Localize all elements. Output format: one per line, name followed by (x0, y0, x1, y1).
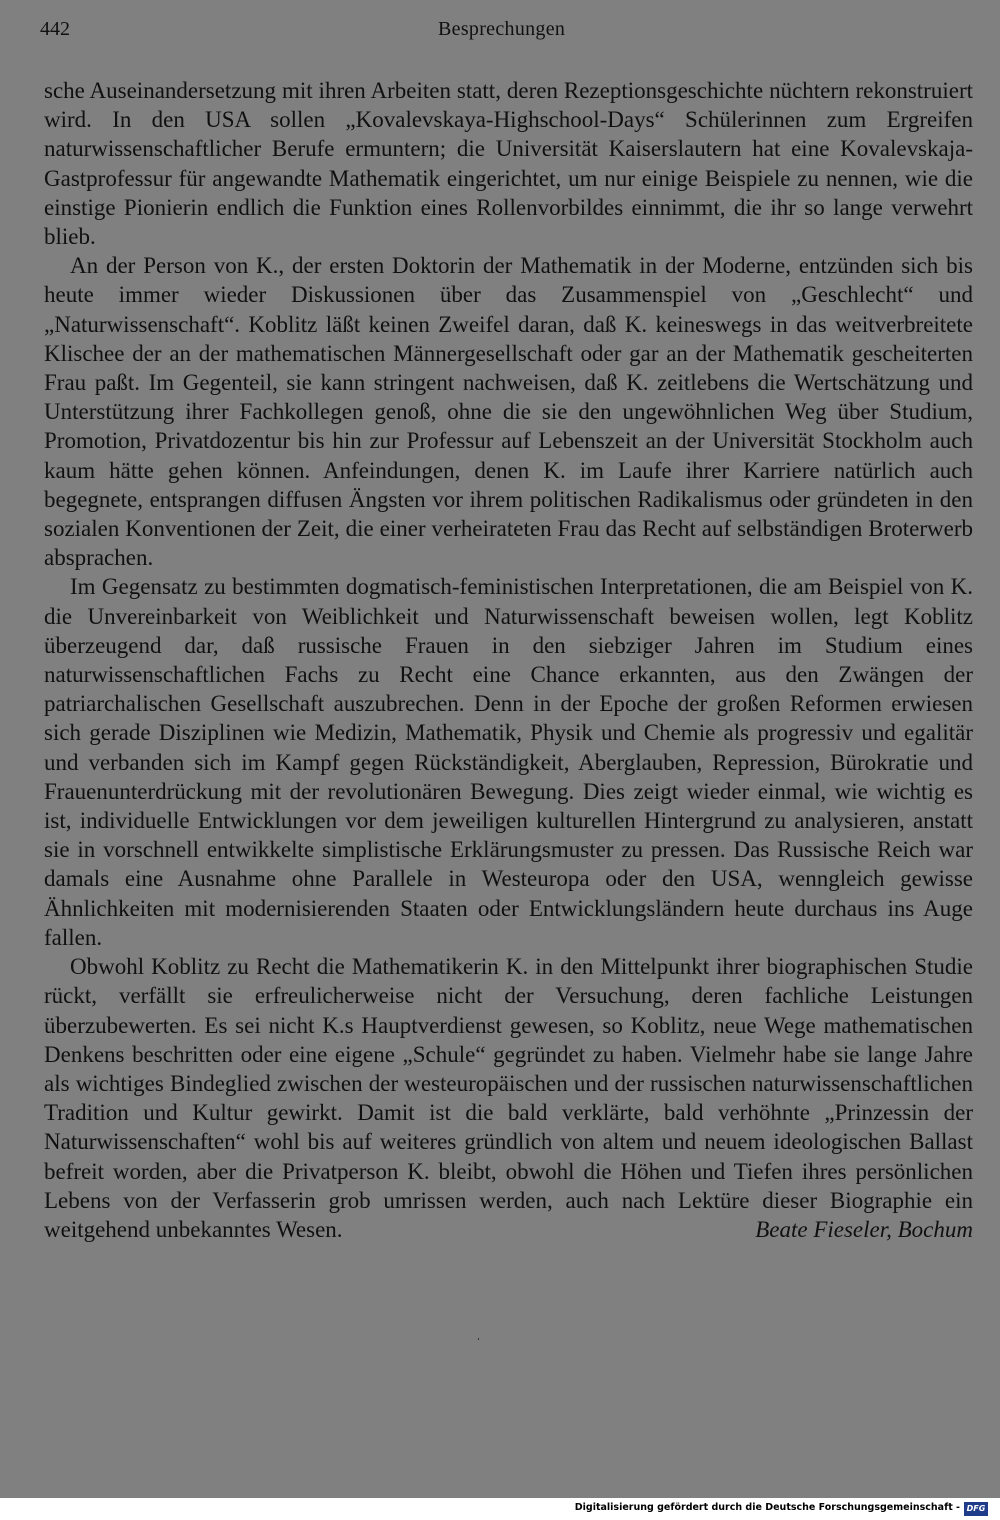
paragraph-3: Im Gegensatz zu bestimmten dogmatisch-feministischen Interpretationen, die am Beispiel von K. die Unvereinbarkeit von Weiblichkeit und Naturwissenschaft beweisen wollen, legt Koblitz überzeugend dar, daß russische Frauen in den siebziger Jahren im Studium eines naturwissenschaftlichen Fachs zu Recht eine Chance erkannten, aus den Zwängen der patriarchalischen Gesellschaft auszubrechen. Denn in der Epoche der großen Reformen erwiesen sich gerade Disziplinen wie Medizin, Mathematik, Physik und Chemie als progressiv und egalitär und verbanden sich im Kampf gegen Rückständigkeit, Aberglauben, Repression, Bürokratie und Frauenunterdrückung mit der revolutionären Bewegung. Dies zeigt wieder einmal, wie wichtig es ist, individuelle Entwicklungen vor dem jeweiligen kulturellen Hintergrund zu analysieren, anstatt sie in vorschnell entwikkelte simplistische Erklärungsmuster zu pressen. Das Russische Reich war damals eine Ausnahme ohne Parallele in Westeuropa oder den USA, wenngleich gewisse Ähnlichkeiten mit modernisierenden Staaten oder Entwicklungsländern heute durchaus ins Auge fallen. (44, 574, 973, 950)
paragraph-1: sche Auseinandersetzung mit ihren Arbeiten statt, deren Rezeptionsgeschichte nüchtern rekonstruiert wird. In den USA sollen „Kovalevskaya-Highschool-Days“ Schülerinnen zum Ergreifen naturwissenschaftlicher Berufe ermuntern; die Universität Kaiserslautern hat eine Kovalevskaja-Gastprofessur für angewandte Mathematik eingerichtet, um nur einige Beispiele zu nennen, wie die einstige Pionierin endlich die Funktion eines Rollenvorbildes einnimmt, die ihr so lange verwehrt blieb. (44, 78, 973, 250)
dfg-logo-icon: DFG (964, 1502, 988, 1516)
paragraph-4-block (44, 952, 973, 1244)
article-body (44, 76, 973, 1244)
page-header (40, 18, 975, 48)
paragraph-2: An der Person von K., der ersten Doktorin der Mathematik in der Moderne, entzünden sich bis heute immer wieder Diskussionen über das Zusammenspiel von „Geschlecht“ und „Naturwissenschaft“. Koblitz läßt keinen Zweifel daran, daß K. keineswegs in das weitverbreitete Klischee der an der mathematischen Männergesellschaft oder gar an der Mathematik gescheiterten Frau paßt. Im Gegenteil, sie kann stringent nachweisen, daß K. zeitlebens die Wertschätzung und Unterstützung ihrer Fachkollegen genoß, ohne die sie den ungewöhnlichen Weg über Studium, Promotion, Privatdozentur bis hin zur Professur auf Lebenszeit an der Universität Stockholm auch kaum hätte gehen können. Anfeindungen, denen K. im Laufe ihrer Karriere natürlich auch begegnete, entsprangen diffusen Ängsten vor ihrem politischen Radikalismus oder gründeten in den sozialen Konventionen der Zeit, die einer verheirateten Frau das Recht auf selbständigen Broterwerb absprachen. (44, 253, 973, 571)
footer-bar (0, 1498, 1000, 1520)
page-number: 442 (40, 18, 70, 40)
running-head: Besprechungen (438, 18, 566, 40)
author-signature: Beate Fieseler, Bochum (755, 1216, 973, 1242)
paragraph-4: Obwohl Koblitz zu Recht die Mathematikerin K. in den Mittelpunkt ihrer biographischen Studie rückt, verfällt sie erfreulicherweise nicht der Versuchung, deren fachliche Leistungen überzubewerten. Es sei nicht K.s Hauptverdienst gewesen, so Koblitz, neue Wege mathematischen Denkens beschritten oder eine eigene „Schule“ gegründet zu haben. Vielmehr habe sie lange Jahre als wichtiges Bindeglied zwischen der westeuropäischen und der russischen naturwissenschaftlichen Tradition und Kultur gewirkt. Damit ist die bald verklärte, bald verhöhnte „Prinzessin der Naturwissenschaften“ wohl bis auf weiteres gründlich von altem und neuem ideologischen Ballast befreit worden, aber die Privatperson K. bleibt, obwohl die Höhen und Tiefen ihres persönlichen Lebens von der Verfasserin grob umrissen werden, auch nach Lektüre dieser Biographie ein weitgehend unbekanntes Wesen. (44, 954, 973, 1242)
footer-credit: Digitalisierung gefördert durch die Deutsche Forschungsgemeinschaft - (574, 1502, 960, 1513)
scan-mark (478, 1338, 479, 1340)
